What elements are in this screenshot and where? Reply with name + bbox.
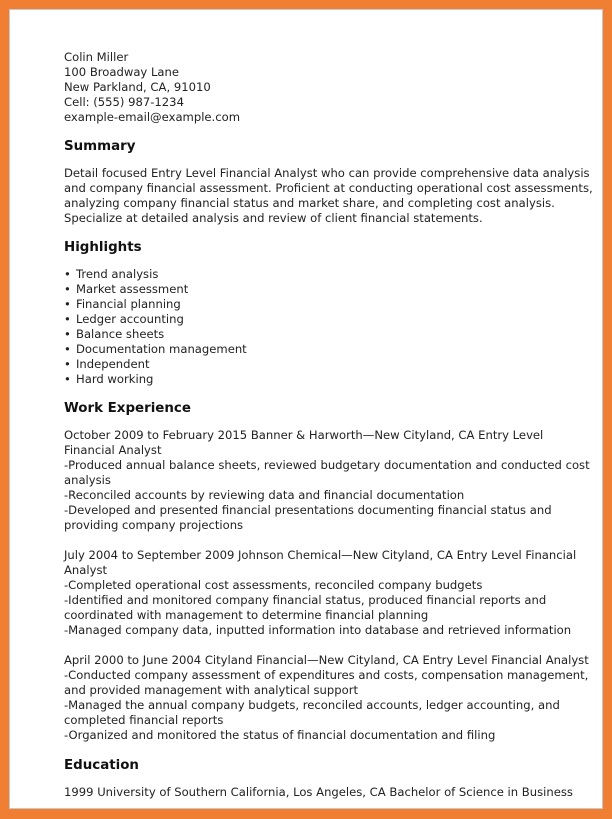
job-title: October 2009 to February 2015 Banner & Harworth—New Cityland, CA Entry Level Financial Analyst bbox=[64, 428, 544, 457]
experience-heading: Work Experience bbox=[64, 401, 191, 416]
job-duty: -Produced annual balance sheets, reviewed budgetary documentation and conducted cost analysis bbox=[64, 458, 590, 487]
education-text: 1999 University of Southern California, Los Angeles, CA Bachelor of Science in Business bbox=[64, 785, 573, 799]
highlight-item: • Documentation management bbox=[76, 342, 594, 357]
contact-city: New Parkland, CA, 91010 bbox=[64, 80, 211, 94]
highlight-item: • Balance sheets bbox=[76, 327, 594, 342]
job-duty: -Identified and monitored company financial status, produced financial reports and coordinated with management to determine financial planning bbox=[64, 593, 547, 622]
job-duty: -Managed the annual company budgets, reconciled accounts, ledger accounting, and completed financial reports bbox=[64, 698, 560, 727]
highlight-item: • Market assessment bbox=[76, 282, 594, 297]
contact-block bbox=[64, 50, 594, 125]
highlight-item: • Hard working bbox=[76, 372, 594, 387]
highlight-item: • Ledger accounting bbox=[76, 312, 594, 327]
contact-name: Colin Miller bbox=[64, 50, 129, 64]
resume-page bbox=[9, 9, 603, 809]
job-duty: -Developed and presented financial presentations documenting financial status and providing company projections bbox=[64, 503, 552, 532]
resume-content bbox=[64, 50, 594, 800]
highlight-item: • Financial planning bbox=[76, 297, 594, 312]
highlights-list bbox=[64, 267, 594, 387]
highlight-item: • Independent bbox=[76, 357, 594, 372]
job-title: July 2004 to September 2009 Johnson Chemical—New Cityland, CA Entry Level Financial Analyst bbox=[64, 548, 577, 577]
education-heading: Education bbox=[64, 758, 139, 773]
contact-email: example-email@example.com bbox=[64, 110, 241, 124]
contact-address: 100 Broadway Lane bbox=[64, 65, 180, 79]
job-duty: -Organized and monitored the status of financial documentation and filing bbox=[64, 728, 496, 742]
job-duty: -Conducted company assessment of expenditures and costs, compensation management, and provided management with analytical support bbox=[64, 668, 589, 697]
highlight-item: • Trend analysis bbox=[76, 267, 594, 282]
job-duty: -Managed company data, inputted information into database and retrieved information bbox=[64, 623, 572, 637]
job-duty: -Completed operational cost assessments, reconciled company budgets bbox=[64, 578, 483, 592]
job-entry bbox=[64, 653, 594, 743]
summary-text: Detail focused Entry Level Financial Analyst who can provide comprehensive data analysis and company financial assessment. Proficient at conducting operational cost assessments, analyzing company financial status and market share, and completing cost analysis. Specialize at detailed analysis and review of client financial statements. bbox=[64, 166, 593, 225]
job-entry bbox=[64, 548, 594, 638]
contact-cell: Cell: (555) 987-1234 bbox=[64, 95, 184, 109]
job-title: April 2000 to June 2004 Cityland Financial—New Cityland, CA Entry Level Financial Analyst bbox=[64, 653, 589, 667]
job-entry bbox=[64, 428, 594, 533]
job-duty: -Reconciled accounts by reviewing data and financial documentation bbox=[64, 488, 465, 502]
summary-heading: Summary bbox=[64, 139, 136, 154]
highlights-heading: Highlights bbox=[64, 240, 142, 255]
